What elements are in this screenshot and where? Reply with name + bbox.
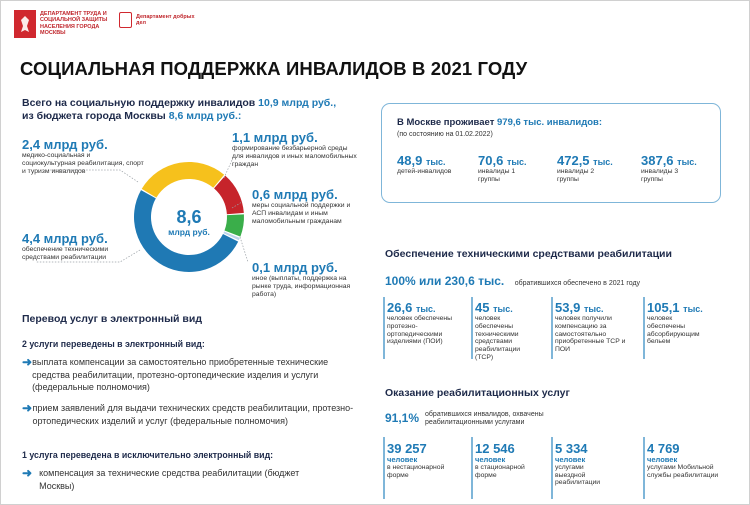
moscow-date: (по состоянию на 01.02.2022) [397,131,493,138]
donut-segment-rehab-sport [142,162,224,198]
leader-line-4 [240,237,248,262]
stat-unit: тыс. [493,304,513,314]
donut-center-label [158,207,220,237]
stat-desc: человек получили компенсацию за самостоятельно приобретенные ТСР и ПОИ [555,315,626,354]
stat-unit: человек [555,455,586,464]
electronic-item [22,402,367,427]
segment-desc: иное (выплаты, поддержка на рынке труда, информационная работа) [252,275,351,299]
divider [643,297,645,359]
page-title: СОЦИАЛЬНАЯ ПОДДЕРЖКА ИНВАЛИДОВ В 2021 ГОДУ [20,58,528,79]
divider [551,437,553,499]
good-deeds-logo-text: Департамент добрых дел [136,14,195,27]
stat-unit: тыс. [506,157,527,167]
segment-desc: обеспечение техническими средствами реабилитации [22,246,109,262]
tsr-heading: Обеспечение техническими средствами реабилитации [385,248,672,260]
segment-desc: медико-социальная и социокультурная реабилитация, спорт и туризм инвалидов [22,152,144,176]
electronic-sub2: 1 услуга переведена в исключительно электронный вид: [22,450,274,460]
stat-value: 53,9 [555,300,581,315]
segment-tsr [22,231,122,262]
stat-value: 472,5 [557,153,590,168]
segment-value: 0,1 млрд руб. [252,260,338,275]
electronic-sub1: 2 услуги переведены в электронный вид: [22,339,205,349]
stat-value: 48,9 [397,153,423,168]
rehab-heading: Оказание реабилитационных услуг [385,387,570,399]
divider [471,437,473,499]
segment-value: 4,4 млрд руб. [22,231,108,246]
moscow-stat [478,153,538,184]
stat-desc: инвалиды 3 группы [641,168,679,183]
moscow-population-card [381,103,721,203]
stat-unit: человек [475,455,506,464]
stat-value: 26,6 [387,300,413,315]
stat-unit: тыс. [593,157,613,167]
stat-value: 12 546 [475,441,515,456]
stat-unit: тыс. [425,157,446,167]
stat-unit: тыс. [683,304,703,314]
electronic-item [22,467,322,492]
stat-desc: в нестационарной форме [387,463,445,479]
electronic-item-text: компенсация за технические средства реабилитации (бюджет Москвы) [39,468,300,491]
donut-center-unit: млрд руб. [168,227,210,237]
tsr-stat [647,300,727,346]
stat-unit: тыс. [677,157,697,167]
stat-unit: человек [387,455,418,464]
stat-unit: человек [647,455,678,464]
tsr-stat [475,300,537,362]
donut-center-value: 8,6 [176,207,202,227]
moscow-stat [641,153,711,184]
tsr-stat [387,300,455,346]
electronic-item [22,356,362,394]
stat-value: 387,6 [641,153,674,168]
segment-desc: формирование безбарьерной среды для инвалидов и иных маломобильных граждан [232,145,357,169]
intro-line1-text: Всего на социальную поддержку инвалидов [22,97,259,109]
divider [383,297,385,359]
divider [471,297,473,359]
rehab-summary-text: обратившихся инвалидов, охвачены реабилитационными услугами [425,411,544,426]
tsr-summary [385,272,640,290]
arrow-right-icon: ➜ [22,401,33,415]
segment-barrier-free [232,130,360,170]
moscow-headline-value: 979,6 тыс. инвалидов: [497,117,603,128]
stat-value: 105,1 [647,300,680,315]
stat-value: 70,6 [478,153,504,168]
tsr-summary-value: 100% или 230,6 тыс. [385,274,505,288]
divider [551,297,553,359]
moscow-stat [397,153,467,176]
stat-value: 45 [475,300,490,315]
moscow-headline [397,117,602,128]
segment-value: 0,6 млрд руб. [252,187,338,202]
dept-labor-logo-text: ДЕПАРТАМЕНТ ТРУДА И СОЦИАЛЬНОЙ ЗАЩИТЫ НАСЕЛЕНИЯ ГОРОДА МОСКВЫ [40,11,108,37]
segment-desc: меры социальной поддержки и АСП инвалидам и иным маломобильным гражданам [252,202,351,226]
stat-desc: человек обеспечены техническими средствами реабилитации (ТСР) [475,315,521,361]
segment-value: 1,1 млрд руб. [232,130,318,145]
tsr-summary-text: обратившихся обеспечено в 2021 году [514,280,641,287]
arrow-right-icon: ➜ [22,466,33,480]
electronic-item-text: прием заявлений для выдачи технических средств реабилитации, протезно-ортопедических изделий и услуг (федеральные полномочия) [32,403,354,426]
rehab-stat [387,441,467,479]
electronic-heading: Перевод услуг в электронный вид [22,313,202,325]
segment-social-support [252,187,360,227]
rehab-stat [555,441,625,487]
moscow-stat [557,153,627,184]
stat-desc: инвалиды 1 группы [478,168,516,183]
intro-line2-text: из бюджета города Москвы [22,110,169,122]
stat-desc: человек обеспечены протезно-ортопедическими изделиями (ПОИ) [387,315,453,346]
stat-desc: инвалиды 2 группы [557,168,595,183]
segment-value: 2,4 млрд руб. [22,137,108,152]
stat-desc: услугами Мобильной службы реабилитации [647,463,719,479]
divider [383,437,385,499]
stat-desc: человек обеспечены абсорбирующим бельем [647,315,700,346]
stat-unit: тыс. [583,304,604,314]
stat-value: 4 769 [647,441,680,456]
rehab-summary-value: 91,1% [385,411,420,425]
moscow-headline-text: В Москве проживает [397,117,498,128]
stat-desc: услугами выездной реабилитации [555,463,601,487]
stat-desc: детей-инвалидов [397,168,452,175]
divider [643,437,645,499]
rehab-stat [647,441,727,479]
arrow-right-icon: ➜ [22,355,33,369]
leader-line-2 [224,160,232,178]
segment-rehab-sport [22,137,144,177]
rehab-summary [385,411,595,427]
stat-desc: в стационарной форме [475,463,525,479]
stat-unit: тыс. [415,304,436,314]
rehab-stat [475,441,545,479]
intro-city-value: 8,6 млрд руб.: [168,110,242,122]
stat-value: 5 334 [555,441,588,456]
stat-value: 39 257 [387,441,427,456]
tsr-stat [555,300,637,354]
intro-total-value: 10,9 млрд руб., [258,97,337,109]
segment-other [252,260,360,300]
electronic-item-text: выплата компенсации за самостоятельно приобретенные технические средства реабилитации, протезно-ортопедические изделия и услуги (федеральные полномочия) [32,357,329,392]
